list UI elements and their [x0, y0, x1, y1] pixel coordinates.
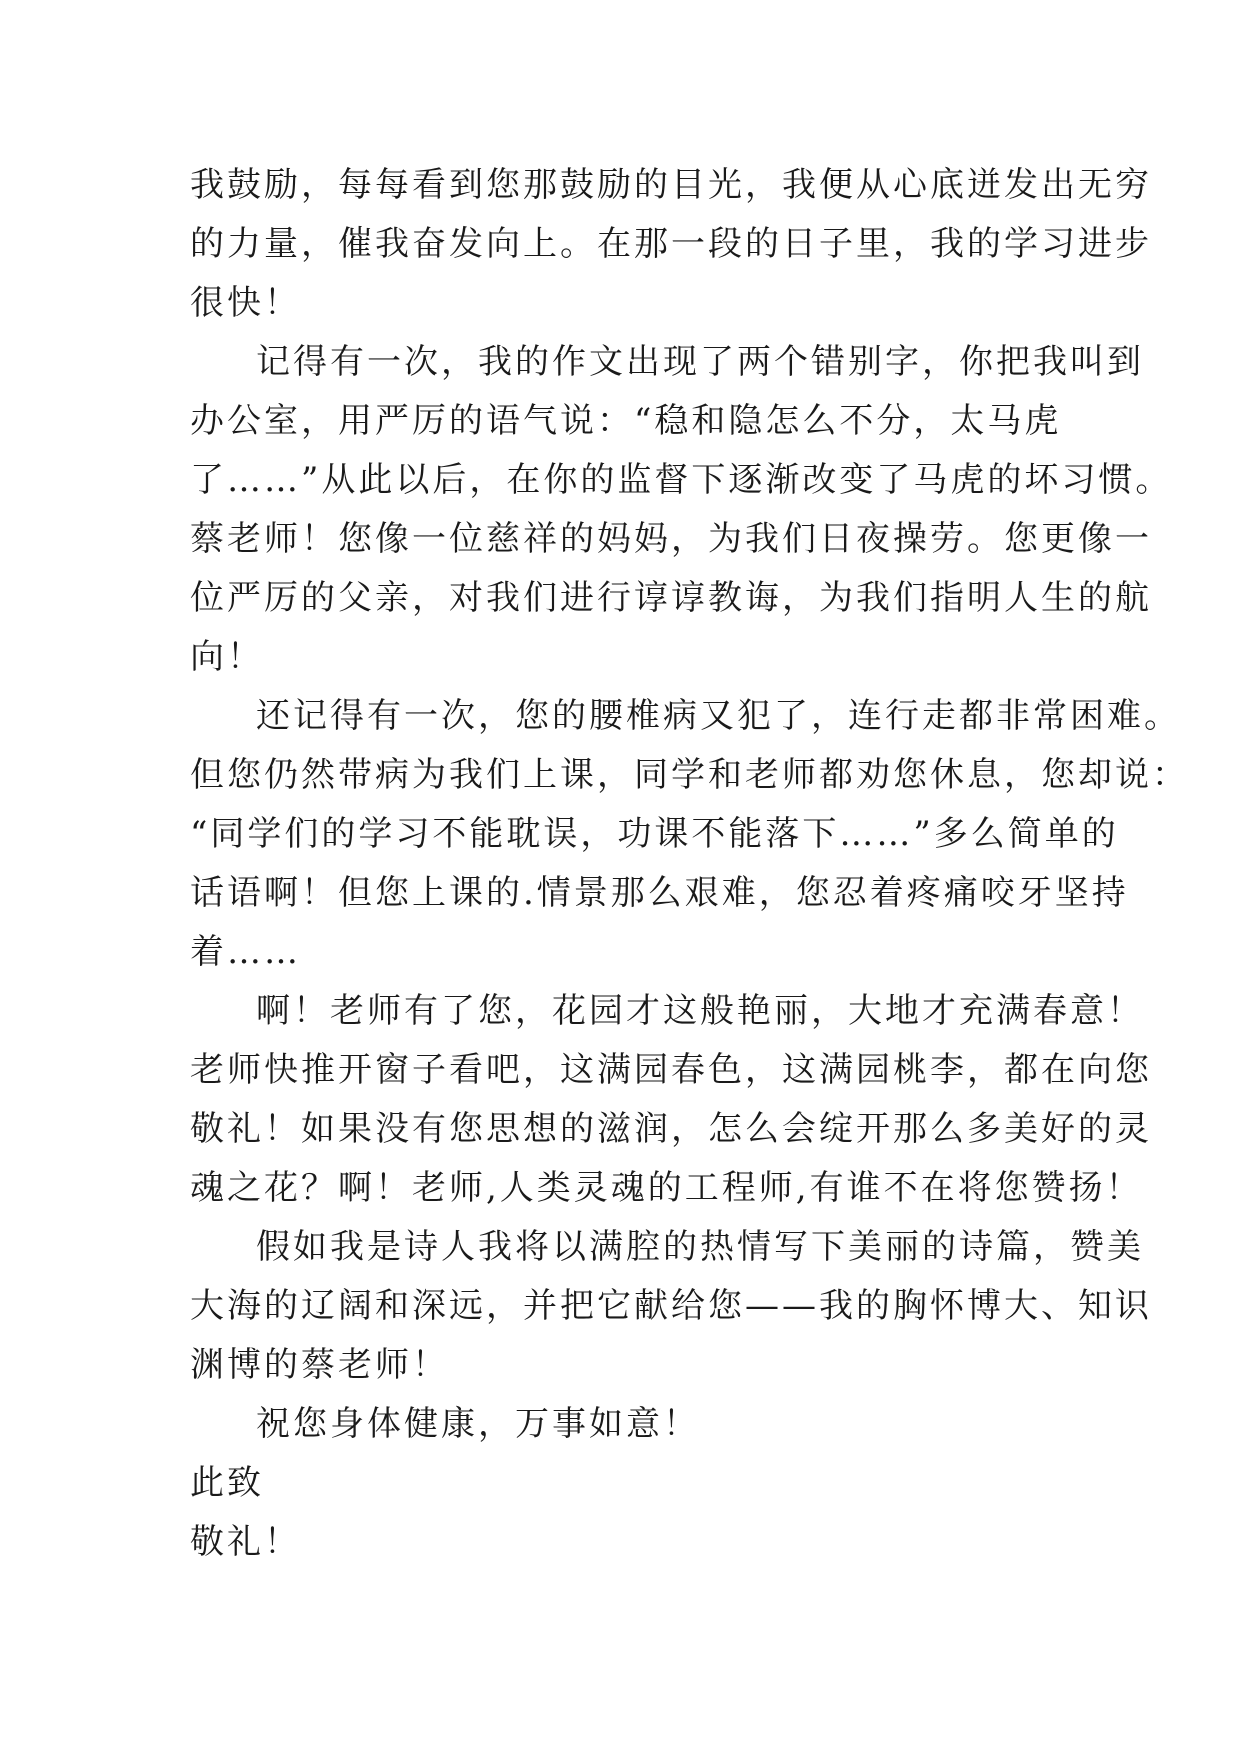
text-line: 办公室，用严厉的语气说：“稳和隐怎么不分，太马虎	[190, 401, 1062, 441]
text-line: 渊博的蔡老师！	[190, 1345, 449, 1385]
text-line: “同学们的学习不能耽误，功课不能落下……”多么简单的	[190, 814, 1119, 854]
text-line: 我鼓励，每每看到您那鼓励的目光，我便从心底迸发出无穷	[190, 165, 1152, 205]
text-line: 大海的辽阔和深远，并把它献给您——我的胸怀博大、知识	[190, 1286, 1152, 1326]
text-line: 啊！老师有了您，花园才这般艳丽，大地才充满春意！	[256, 991, 1144, 1031]
text-line: 着……	[190, 932, 301, 972]
text-line: 假如我是诗人我将以满腔的热情写下美丽的诗篇，赞美	[256, 1227, 1144, 1267]
text-line: 的力量，催我奋发向上。在那一段的日子里，我的学习进步	[190, 224, 1152, 264]
paragraph-1	[190, 156, 1152, 333]
text-line: 老师快推开窗子看吧，这满园春色，这满园桃李，都在向您	[190, 1050, 1152, 1090]
letter-body	[190, 156, 1189, 1572]
closing-respect	[190, 1513, 1060, 1572]
text-line: 魂之花？啊！老师,人类灵魂的工程师,有谁不在将您赞扬！	[190, 1168, 1143, 1208]
text-line: 向！	[190, 637, 264, 677]
text-line: 敬礼！如果没有您思想的滋润，怎么会绽开那么多美好的灵	[190, 1109, 1152, 1149]
text-line: 很快！	[190, 283, 301, 323]
text-line: 祝您身体健康，万事如意！	[256, 1404, 700, 1444]
text-line: 话语啊！但您上课的.情景那么艰难，您忍着疼痛咬牙坚持	[190, 873, 1129, 913]
closing-salutation	[190, 1454, 1060, 1513]
paragraph-4	[190, 982, 1152, 1218]
text-line: 位严厉的父亲，对我们进行谆谆教诲，为我们指明人生的航	[190, 578, 1152, 618]
text-line: 敬礼！	[190, 1522, 301, 1562]
paragraph-2	[190, 333, 1173, 687]
paragraph-3	[190, 687, 1189, 982]
paragraph-5	[190, 1218, 1152, 1395]
text-line: 还记得有一次，您的腰椎病又犯了，连行走都非常困难。	[256, 696, 1181, 736]
text-line: 但您仍然带病为我们上课，同学和老师都劝您休息，您却说：	[190, 755, 1189, 795]
text-line: 记得有一次，我的作文出现了两个错别字，你把我叫到	[256, 342, 1144, 382]
text-line: 蔡老师！您像一位慈祥的妈妈，为我们日夜操劳。您更像一	[190, 519, 1152, 559]
closing-wish	[190, 1395, 1060, 1454]
text-line: 此致	[190, 1463, 264, 1503]
text-line: 了……”从此以后，在你的监督下逐渐改变了马虎的坏习惯。	[190, 460, 1173, 500]
